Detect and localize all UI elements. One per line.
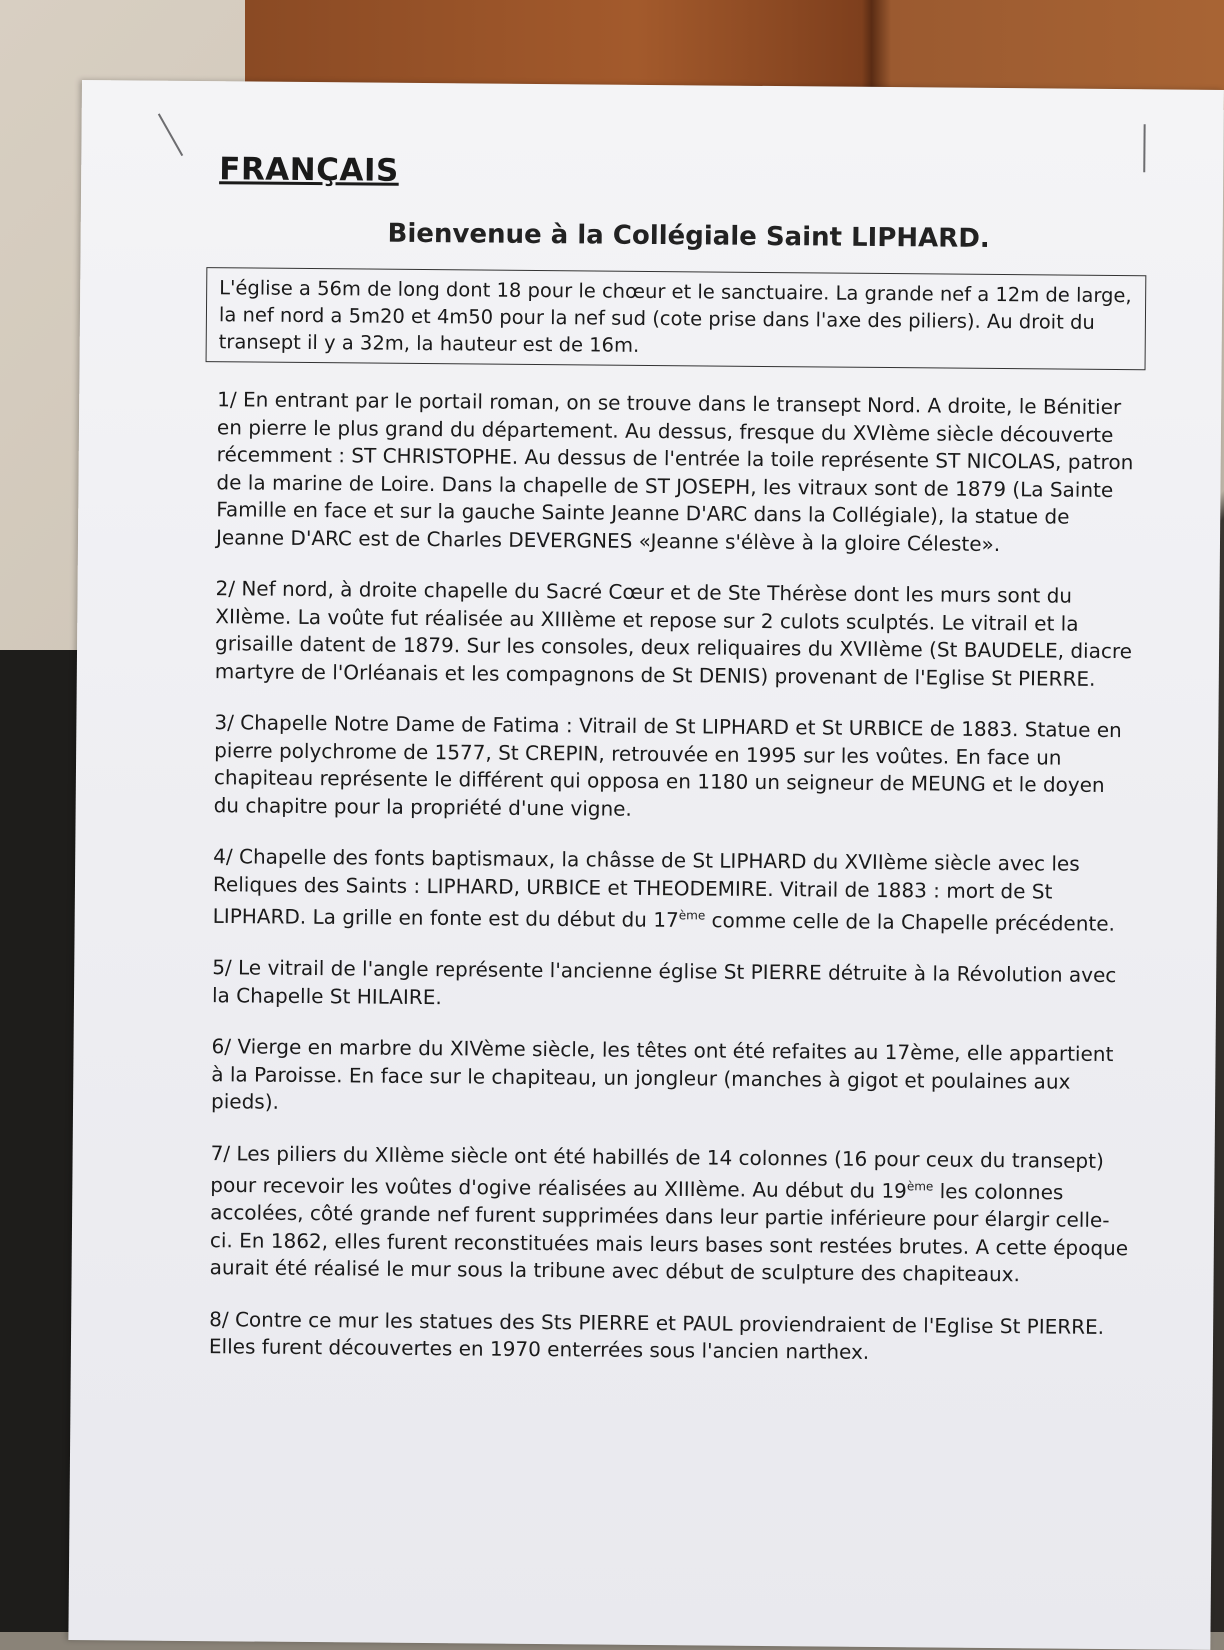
paragraph-3: 3/ Chapelle Notre Dame de Fatima : Vitrail de St LIPHARD et St URBICE de 1883. Statue en pierre polychrome de 1577, St CREPIN, retrouvée en 1995 sur les voûtes. En face un chapiteau représente le différent qui opposa en 1180 un seigneur de MEUNG et le doyen du chapitre pour la propriété d'une vigne. <box>213 710 1122 821</box>
superscript: ème <box>678 908 706 923</box>
paragraph-7-text: 7/ Les piliers du XIIème siècle ont été habillés de 14 colonnes (16 pour ceux du transept) pour recevoir les voûtes d'ogive réalisées au XIIIème. Au début du 19 <box>210 1140 1104 1204</box>
paragraph-2: 2/ Nef nord, à droite chapelle du Sacré Cœur et de Ste Thérèse dont les murs sont du XIIème. La voûte fut réalisée au XIIIème et repose sur 2 culots sculptés. Le vitrail et la grisaille datent de 1879. Sur les consoles, deux reliquaires du XVIIème (St BAUDELE, diacre martyre de l'Orléanais et les compagnons de St DENIS) provenant de l'Eglise St PIERRE. <box>214 576 1133 691</box>
document-content <box>189 151 1180 1393</box>
paragraph-6: 6/ Vierge en marbre du XIVème siècle, les têtes ont été refaites au 17ème, elle appartient à la Paroisse. En face sur le chapiteau, un jongleur (manches à gigot et poulaines aux pieds). <box>210 1034 1114 1114</box>
paper-sheet <box>68 80 1224 1650</box>
superscript: ème <box>906 1179 934 1194</box>
paragraph-4-text-end: comme celle de la Chapelle précédente. <box>705 908 1116 936</box>
paragraph-5: 5/ Le vitrail de l'angle représente l'ancienne église St PIERRE détruite à la Révolution avec la Chapelle St HILAIRE. <box>211 955 1117 1009</box>
staple-left <box>158 113 183 156</box>
language-heading: FRANÇAIS <box>219 151 399 189</box>
document-title: Bienvenue à la Collégiale Saint LIPHARD. <box>387 218 990 254</box>
paragraph-4-text: 4/ Chapelle des fonts baptismaux, la châsse de St LIPHARD du XVIIème siècle avec les Reliques des Saints : LIPHARD, URBICE et THEODEMIRE. Vitrail de 1883 : mort de St LIPHARD. La grille en fonte est du début du 17 <box>212 844 1080 932</box>
paragraph-1: 1/ En entrant par le portail roman, on se trouve dans le transept Nord. A droite, le Bénitier en pierre le plus grand du département. Au dessus, fresque du XVIème siècle découverte récemment : ST CHRISTOPHE. Au dessus de l'entrée la toile représente ST NICOLAS, patron de la marine de Loire. Dans la chapelle de ST JOSEPH, les vitraux sont de 1879 (La Sainte Famille en face et sur la gauche Sainte Jeanne D'ARC dans la Collégiale), la statue de Jeanne D'ARC est de Charles DEVERGNES «Jeanne s'élève à la gloire Céleste». <box>215 387 1134 556</box>
paragraph-4 <box>213 843 1134 938</box>
paragraph-7-text-end: les colonnes accolées, côté grande nef furent supprimées dans leur partie inférieure pour élargir celle-ci. En 1862, elles furent reconstituées mais leurs bases sont restées brutes. A cette époque aurait été réalisé le mur sous la tribune avec début de sculpture des chapiteaux. <box>209 1179 1129 1287</box>
intro-box: L'église a 56m de long dont 18 pour le chœur et le sanctuaire. La grande nef a 12m de large, la nef nord a 5m20 et 4m50 pour la nef sud (cote prise dans l'axe des piliers). Au droit du transept il y a 32m, la hauteur est de 16m. <box>206 267 1147 370</box>
paragraph-7 <box>210 1140 1131 1290</box>
paragraph-8: 8/ Contre ce mur les statues des Sts PIERRE et PAUL proviendraient de l'Eglise St PIERRE. Elles furent découvertes en 1970 enterrées sous l'ancien narthex. <box>208 1306 1105 1365</box>
